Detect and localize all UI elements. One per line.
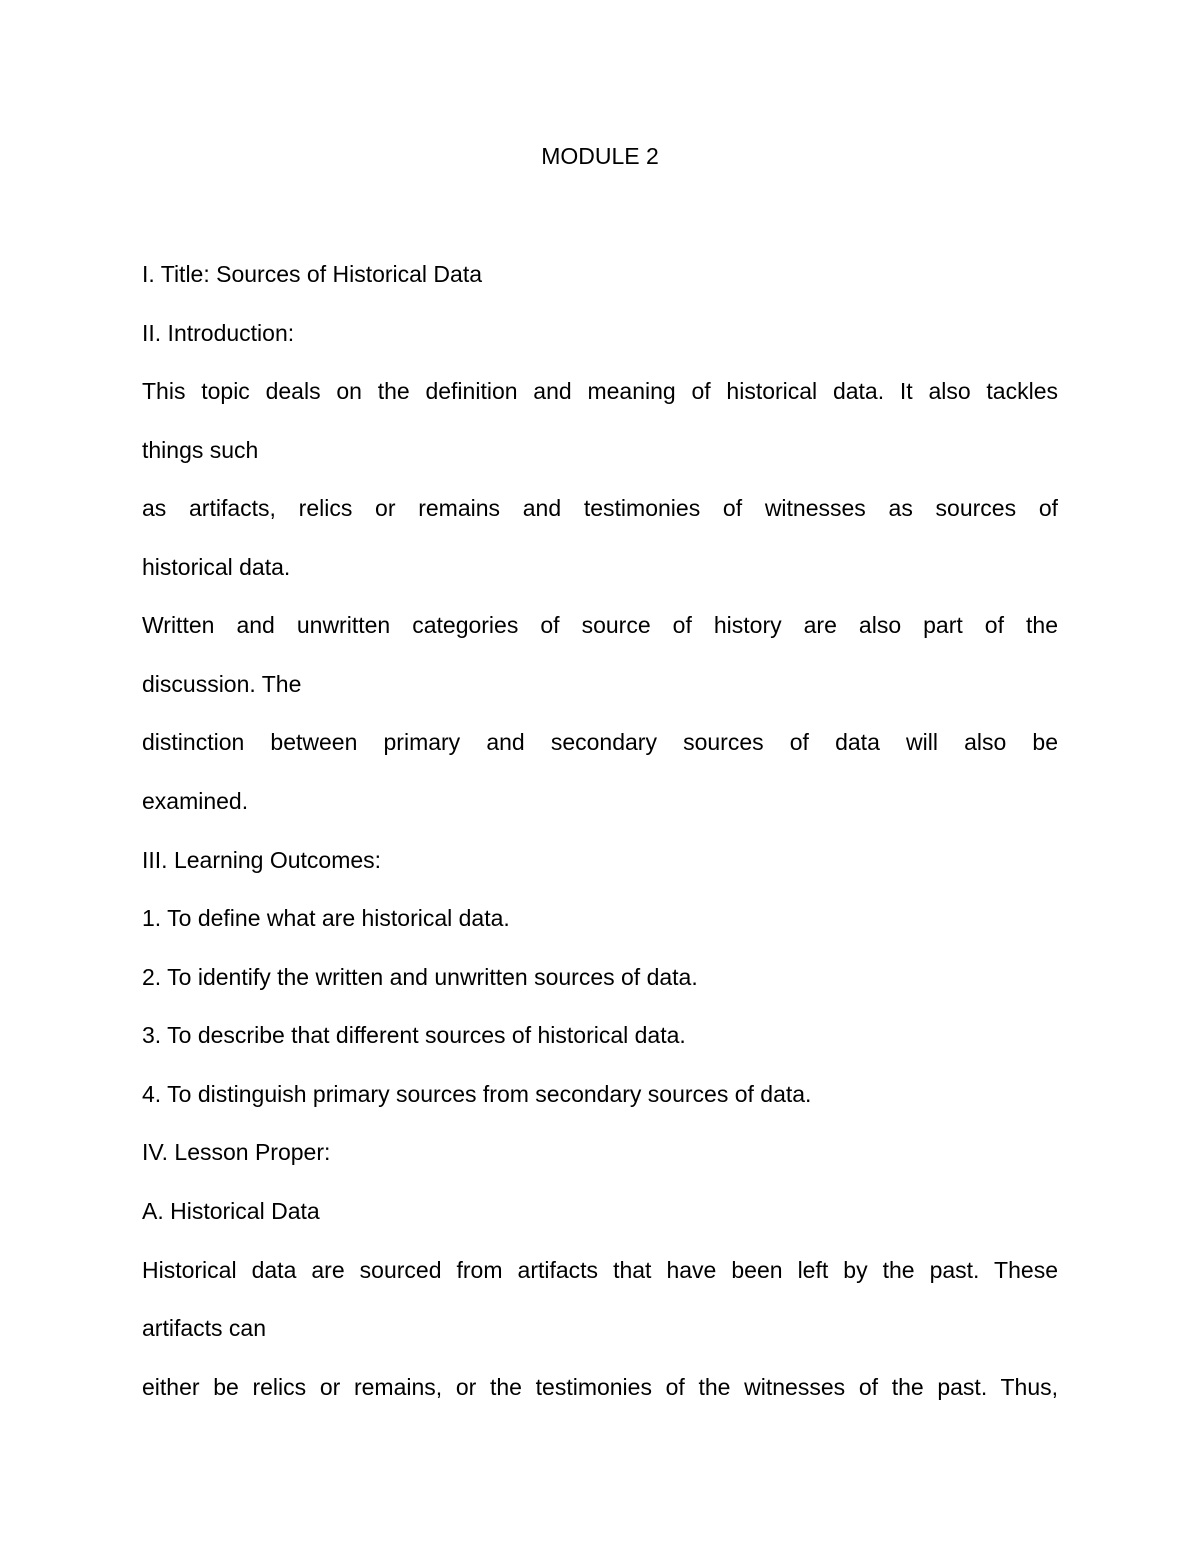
subsection-heading-historical-data: A. Historical Data [142, 1198, 320, 1224]
paragraph-line: Written and unwritten categories of source of history are also part of the [142, 612, 1058, 638]
paragraph-line: historical data. [142, 554, 291, 580]
paragraph-line: things such [142, 437, 259, 463]
section-title-line: I. Title: Sources of Historical Data [142, 261, 483, 287]
paragraph-line: examined. [142, 788, 249, 814]
outcome-item: 2. To identify the written and unwritten sources of data. [142, 964, 698, 990]
paragraph-line: artifacts can [142, 1315, 266, 1341]
paragraph-line: as artifacts, relics or remains and testimonies of witnesses as sources of [142, 495, 1058, 521]
outcome-item: 3. To describe that different sources of historical data. [142, 1022, 686, 1048]
paragraph-line: distinction between primary and secondary sources of data will also be [142, 729, 1058, 755]
section-heading-learning-outcomes: III. Learning Outcomes: [142, 847, 382, 873]
outcome-item: 1. To define what are historical data. [142, 905, 510, 931]
paragraph-line: either be relics or remains, or the testimonies of the witnesses of the past. Thus, [142, 1374, 1058, 1400]
paragraph-line: This topic deals on the definition and meaning of historical data. It also tackles [142, 378, 1058, 404]
module-title: MODULE 2 [541, 143, 659, 169]
section-heading-lesson-proper: IV. Lesson Proper: [142, 1139, 331, 1165]
paragraph-line: Historical data are sourced from artifacts that have been left by the past. These [142, 1257, 1058, 1283]
outcome-item: 4. To distinguish primary sources from secondary sources of data. [142, 1081, 812, 1107]
section-heading-introduction: II. Introduction: [142, 320, 295, 346]
paragraph-line: discussion. The [142, 671, 302, 697]
